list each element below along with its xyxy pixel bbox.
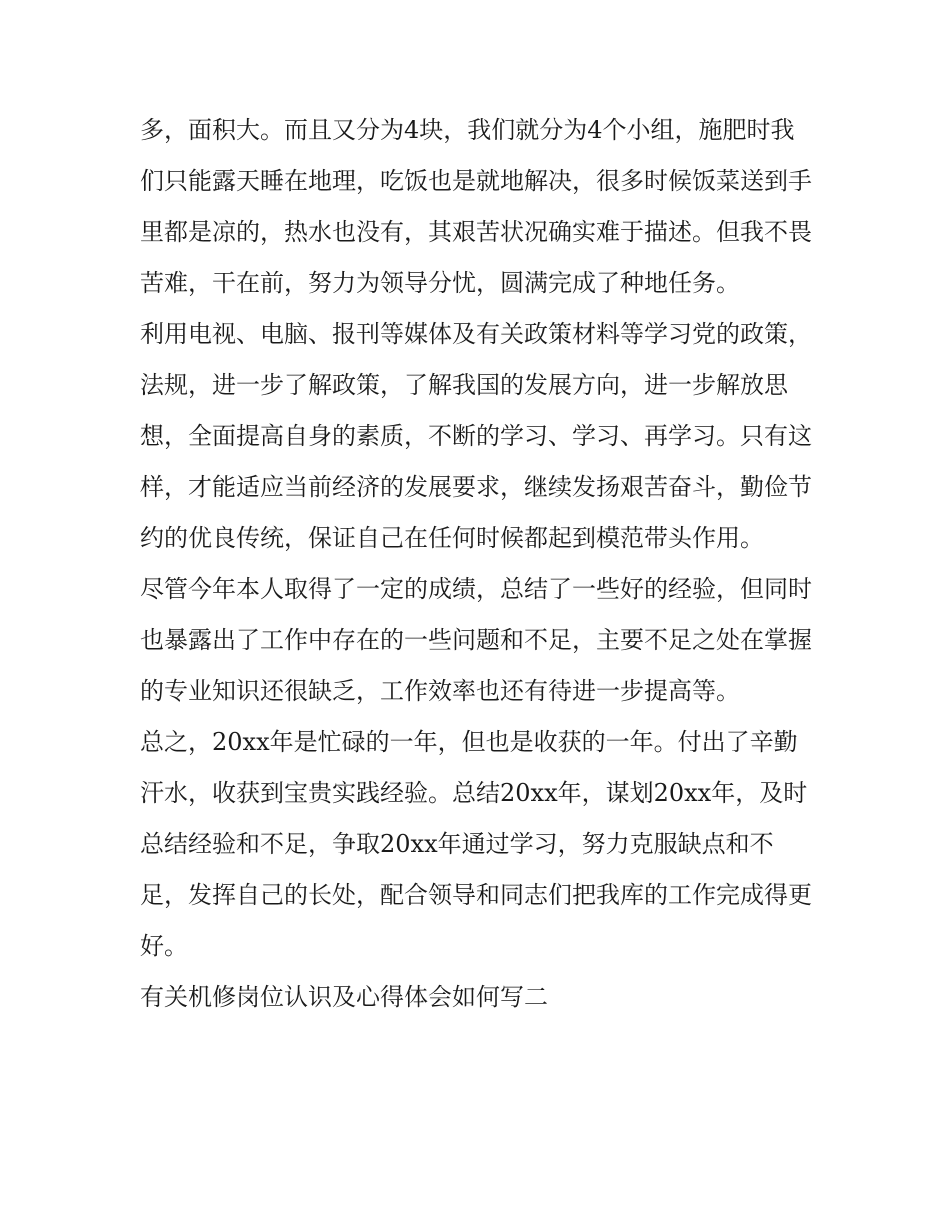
- paragraph-planting-work: 多，面积大。而且又分为4块，我们就分为4个小组，施肥时我们只能露天睡在地理，吃饭也是就地解决，很多时候饭菜送到手里都是凉的，热水也没有，其艰苦状况确实难于描述。但我不畏苦难，干在前，努力为领导分忧，圆满完成了种地任务。: [140, 116, 812, 297]
- paragraph-summary: 总之，20xx年是忙碌的一年，但也是收获的一年。付出了辛勤汗水，收获到宝贵实践经验。总结20xx年，谋划20xx年，及时总结经验和不足，争取20xx年通过学习，努力克服缺点和不足，发挥自己的长处，配合领导和同志们把我库的工作完成得更好。: [140, 728, 812, 960]
- document-body: [140, 105, 815, 1023]
- paragraph-policy-study: 利用电视、电脑、报刊等媒体及有关政策材料等学习党的政策，法规，进一步了解政策，了解我国的发展方向，进一步解放思想，全面提高自身的素质，不断的学习、学习、再学习。只有这样，才能适应当前经济的发展要求，继续发扬艰苦奋斗，勤俭节约的优良传统，保证自己在任何时候都起到模范带头作用。: [140, 320, 812, 552]
- section-heading: 有关机修岗位认识及心得体会如何写二: [140, 983, 548, 1011]
- paragraph-shortcomings: 尽管今年本人取得了一定的成绩，总结了一些好的经验，但同时也暴露出了工作中存在的一些问题和不足，主要不足之处在掌握的专业知识还很缺乏，工作效率也还有待进一步提高等。: [140, 575, 812, 705]
